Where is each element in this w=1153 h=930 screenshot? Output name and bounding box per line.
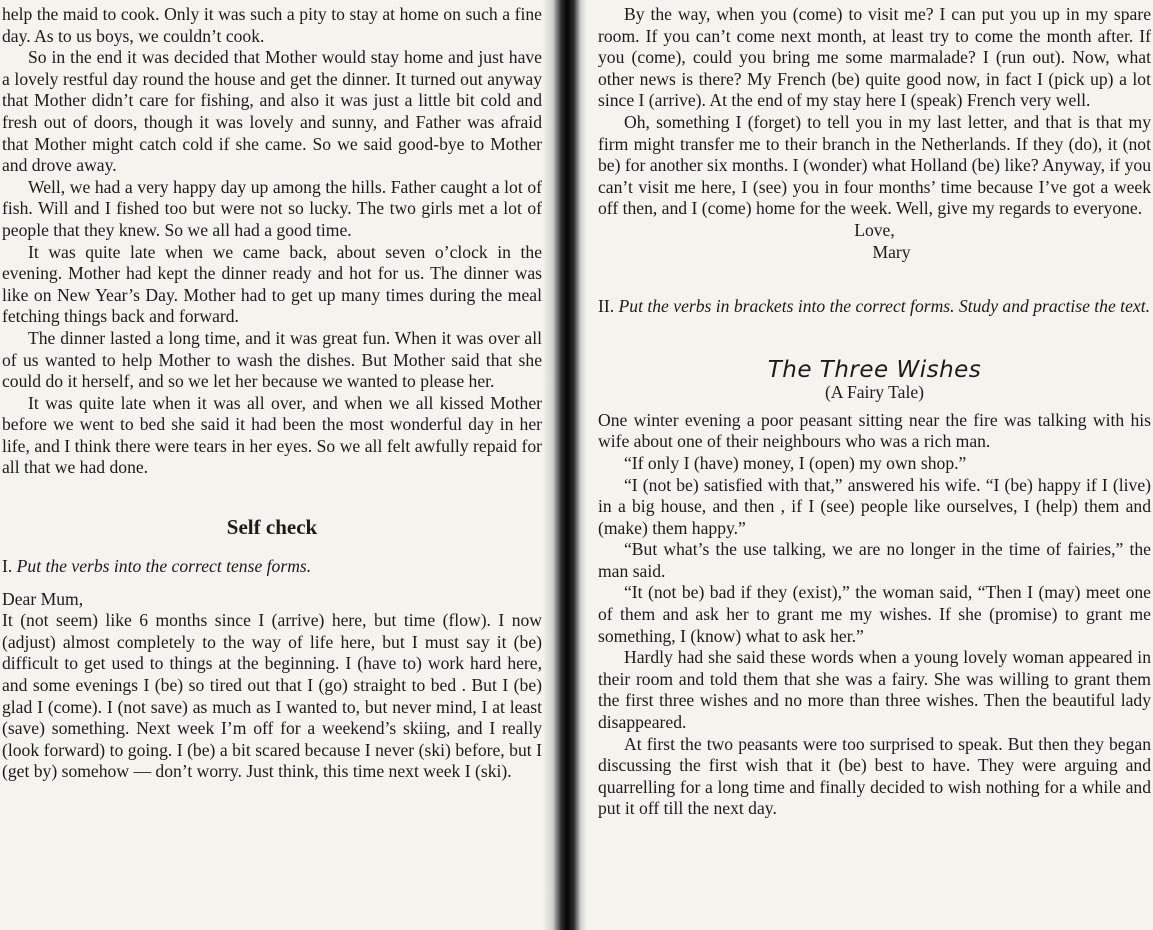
- task-instruction: [2, 556, 542, 578]
- right-page: [588, 0, 1153, 930]
- story-paragraph: So in the end it was decided that Mother would stay home and just have a lovely restful day round the house and get the dinner. It turned out anyway that Mother didn’t care for fishing, and also it was just a little bit cold and fresh out of doors, though it was lovely and sunny, and Father was afraid that Mother might catch cold if she came. So we said good-bye to Mother and drove away.: [2, 47, 542, 176]
- task-number: II.: [598, 296, 615, 317]
- task-number: I.: [2, 556, 13, 577]
- letter-paragraph: Oh, something I (forget) to tell you in my last letter, and that is that my firm might transfer me to their branch in the Netherlands. If they (do), it (not be) for another six months. I (wonder) what Holland (be) like? Anyway, if you can’t visit me here, I (see) you in four months’ time because I’ve got a week off then, and I (come) home for the week. Well, give my regards to everyone.: [598, 111, 1151, 219]
- task-text: Put the verbs in brackets into the correct forms. Study and practise the text.: [618, 296, 1150, 317]
- letter-paragraph: It (not seem) like 6 months since I (arrive) here, but time (flow). I now (adjust) almost completely to the way of life here, but I must say it (be) difficult to get used to things at the beginning. I (have to) work hard here, and some evenings I (be) so tired out that I (go) straight to bed . But I (be) glad I (come). I (not save) as much as I wanted to, but never mind, I at least (save) something. Next week I’m off for a weekend’s skiing, and I really (look forward) to going. I (be) a bit scared because I never (ski) before, but I (get by) somehow — don’t worry. Just think, this time next week I (ski).: [2, 610, 542, 782]
- tale-paragraph: “It (not be) bad if they (exist),” the woman said, “Then I (may) meet one of them and ask her to grant me my wishes. If she (promise) to grant me something, I (know) what to ask her.”: [598, 582, 1151, 646]
- task-instruction: [598, 296, 1151, 318]
- tale-paragraph: One winter evening a poor peasant sitting near the fire was talking with his wife about one of their neighbours who was a rich man.: [598, 409, 1151, 452]
- story-paragraph: It was quite late when it was all over, and when we all kissed Mother before we went to bed she said it had been the most wonderful day in her life, and I think there were tears in her eyes. So we all felt awfully repaid for all that we had done.: [2, 392, 542, 478]
- tale-paragraph: “But what’s the use talking, we are no longer in the time of fairies,” the man said.: [598, 539, 1151, 581]
- letter-signature: Mary: [872, 241, 911, 262]
- tale-paragraph: “I (not be) satisfied with that,” answered his wife. “I (be) happy if I (live) in a big house, and then , if I (see) people like ourselves, I (help) them and (make) them happy.”: [598, 474, 1151, 538]
- story-paragraph: It was quite late when we came back, about seven o’clock in the evening. Mother had kept the dinner ready and hot for us. The dinner was like on New Year’s Day. Mother had to get up many times during the meal fetching things back and forward.: [2, 241, 542, 327]
- tale-subtitle: (A Fairy Tale): [824, 381, 925, 402]
- letter-paragraph: By the way, when you (come) to visit me? I can put you up in my spare room. If you can’t come next month, at least try to come the month after. If you (come), could you bring me some marmalade? I (run out). Now, what other news is there? My French (be) quite good now, in fact I (pick up) a lot since I (arrive). At the end of my stay here I (speak) French very well.: [598, 4, 1151, 111]
- letter-closing: Love,: [854, 219, 895, 240]
- tale-paragraph: “If only I (have) money, I (open) my own shop.”: [624, 452, 967, 473]
- story-paragraph: Well, we had a very happy day up among the hills. Father caught a lot of fish. Will and I fished too but were not so lucky. The two girls met a lot of people that they knew. So we all had a good time.: [2, 176, 542, 240]
- story-paragraph: help the maid to cook. Only it was such a pity to stay at home on such a fine day. As to us boys, we couldn’t cook.: [2, 4, 542, 46]
- left-page: [0, 0, 542, 930]
- story-paragraph: The dinner lasted a long time, and it was great fun. When it was over all of us wanted to help Mother to wash the dishes. But Mother said that she could do it herself, and so we let her because we wanted to please her.: [2, 327, 542, 392]
- tale-paragraph: Hardly had she said these words when a young lovely woman appeared in their room and told them that she was a fairy. She was willing to grant them the first three wishes and no more than three wishes. Then the beautiful lady disappeared.: [598, 647, 1151, 733]
- book-spine: [543, 0, 587, 930]
- letter-greeting: Dear Mum,: [2, 588, 84, 609]
- task-text: Put the verbs into the correct tense forms.: [16, 556, 312, 577]
- section-heading-self-check: Self check: [226, 515, 318, 540]
- tale-paragraph: At first the two peasants were too surprised to speak. But then they began discussing the first wish that it (be) best to have. They were arguing and quarrelling for a long time and finally decided to wish nothing for a while and put it off till the next day.: [598, 733, 1151, 819]
- tale-title: The Three Wishes: [767, 356, 982, 383]
